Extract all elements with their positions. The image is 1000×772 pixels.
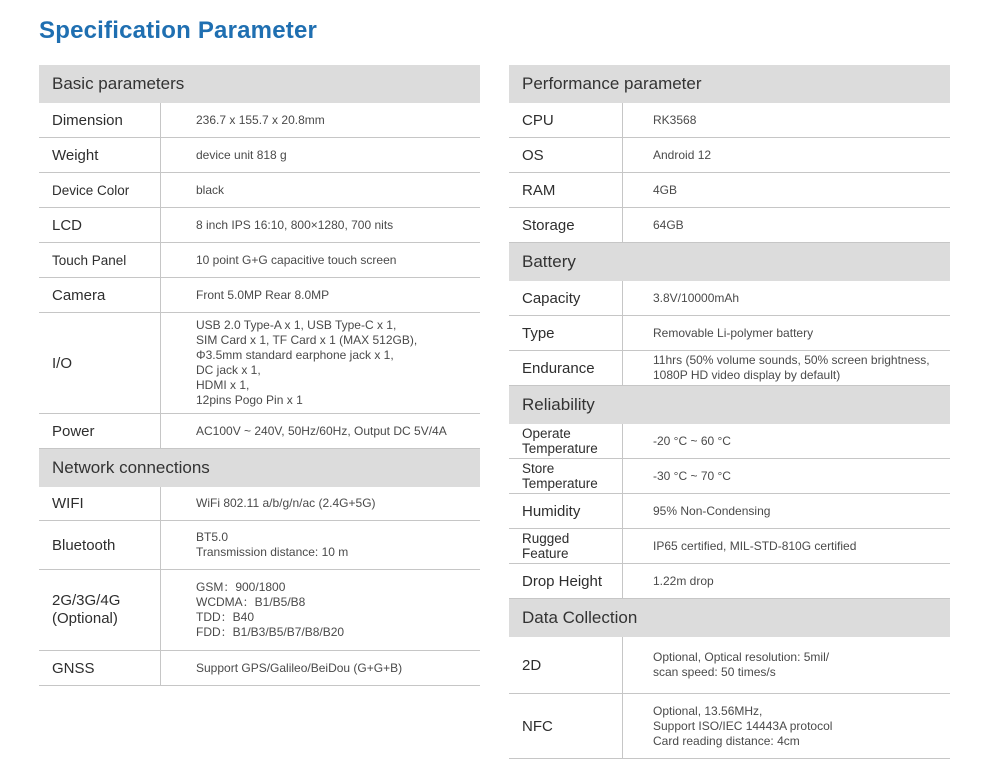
spec-value: 10 point G+G capacitive touch screen <box>196 252 397 267</box>
spec-label: OS <box>509 138 623 172</box>
spec-value: 4GB <box>653 182 678 197</box>
spec-row-io <box>39 313 480 414</box>
spec-value: WiFi 802.11 a/b/g/n/ac (2.4G+5G) <box>196 496 376 510</box>
spec-label: Operate Temperature <box>509 424 623 458</box>
spec-row-2d <box>509 637 950 694</box>
spec-row-storage <box>509 208 950 243</box>
spec-row-dimension <box>39 103 480 138</box>
spec-row-endurance <box>509 351 950 386</box>
spec-label: Dimension <box>39 103 161 137</box>
spec-label: Camera <box>39 278 161 312</box>
spec-row-gnss <box>39 651 480 686</box>
spec-row-touch-panel <box>39 243 480 278</box>
spec-row-wifi <box>39 487 480 521</box>
spec-label: CPU <box>509 103 623 137</box>
spec-label: Device Color <box>39 173 161 207</box>
spec-label: Power <box>39 414 161 448</box>
spec-value: GSM：900/1800 WCDMA：B1/B5/B8 TDD：B40 FDD：B1/B3/B5/B7/B8/B20 <box>196 580 345 639</box>
spec-label: Humidity <box>509 494 623 528</box>
performance-parameter-header: Performance parameter <box>509 65 950 103</box>
spec-row-cpu <box>509 103 950 138</box>
spec-label: NFC <box>509 694 623 758</box>
spec-label: I/O <box>39 313 161 413</box>
spec-value: -30 °C ~ 70 °C <box>653 468 731 483</box>
spec-row-rugged-feature <box>509 529 950 564</box>
spec-value: Front 5.0MP Rear 8.0MP <box>196 287 330 302</box>
spec-row-bluetooth <box>39 521 480 570</box>
spec-row-humidity <box>509 494 950 529</box>
spec-label: Rugged Feature <box>509 529 623 563</box>
spec-row-operate-temperature <box>509 424 950 459</box>
spec-label: LCD <box>39 208 161 242</box>
spec-label: Bluetooth <box>39 521 161 569</box>
spec-label: RAM <box>509 173 623 207</box>
spec-value: 95% Non-Condensing <box>653 503 771 518</box>
spec-value: Optional, 13.56MHz, Support ISO/IEC 14443A protocol Card reading distance: 4cm <box>653 703 833 748</box>
spec-label: Store Temperature <box>509 459 623 493</box>
battery-header: Battery <box>509 243 950 281</box>
spec-label: 2G/3G/4G (Optional) <box>39 570 161 650</box>
spec-row-os <box>509 138 950 173</box>
spec-value: Android 12 <box>653 147 712 162</box>
spec-value: Removable Li-polymer battery <box>653 325 814 340</box>
spec-label: Touch Panel <box>39 243 161 277</box>
right-column <box>509 65 950 759</box>
network-connections-header: Network connections <box>39 449 480 487</box>
spec-row-cellular <box>39 570 480 651</box>
spec-value: 3.8V/10000mAh <box>653 290 740 305</box>
spec-value: BT5.0 Transmission distance: 10 m <box>196 530 349 559</box>
spec-value: IP65 certified, MIL-STD-810G certified <box>653 538 857 553</box>
spec-value: 64GB <box>653 217 684 232</box>
spec-value: RK3568 <box>653 112 697 127</box>
spec-value: 11hrs (50% volume sounds, 50% screen brightness, 1080P HD video display by default) <box>653 353 930 382</box>
spec-value: USB 2.0 Type-A x 1, USB Type-C x 1, SIM Card x 1, TF Card x 1 (MAX 512GB), Φ3.5mm standard earphone jack x 1, DC jack x 1, HDMI x 1, 12pins Pogo Pin x 1 <box>196 318 418 407</box>
spec-value: device unit 818 g <box>196 147 287 162</box>
spec-label: WIFI <box>39 487 161 520</box>
spec-label: GNSS <box>39 651 161 685</box>
spec-label: Capacity <box>509 281 623 315</box>
spec-label: Type <box>509 316 623 350</box>
spec-value: Optional, Optical resolution: 5mil/ scan speed: 50 times/s <box>653 650 830 679</box>
spec-row-lcd <box>39 208 480 243</box>
spec-row-nfc <box>509 694 950 759</box>
data-collection-header: Data Collection <box>509 599 950 637</box>
spec-label: Endurance <box>509 351 623 385</box>
spec-label: Drop Height <box>509 564 623 598</box>
spec-row-power <box>39 414 480 449</box>
spec-row-device-color <box>39 173 480 208</box>
spec-row-drop-height <box>509 564 950 599</box>
spec-value: black <box>196 182 225 197</box>
spec-row-camera <box>39 278 480 313</box>
left-column <box>39 65 480 686</box>
page-title: Specification Parameter <box>39 17 318 44</box>
spec-label: Storage <box>509 208 623 242</box>
spec-value: Support GPS/Galileo/BeiDou (G+G+B) <box>196 660 403 675</box>
spec-row-ram <box>509 173 950 208</box>
spec-label: 2D <box>509 637 623 693</box>
spec-value: 236.7 x 155.7 x 20.8mm <box>196 112 325 127</box>
spec-row-type <box>509 316 950 351</box>
spec-value: 1.22m drop <box>653 573 714 588</box>
reliability-header: Reliability <box>509 386 950 424</box>
spec-value: -20 °C ~ 60 °C <box>653 433 731 448</box>
spec-row-capacity <box>509 281 950 316</box>
spec-row-weight <box>39 138 480 173</box>
spec-value: AC100V ~ 240V, 50Hz/60Hz, Output DC 5V/4A <box>196 423 447 438</box>
spec-row-store-temperature <box>509 459 950 494</box>
spec-value: 8 inch IPS 16:10, 800×1280, 700 nits <box>196 217 394 232</box>
basic-parameters-header: Basic parameters <box>39 65 480 103</box>
spec-label: Weight <box>39 138 161 172</box>
